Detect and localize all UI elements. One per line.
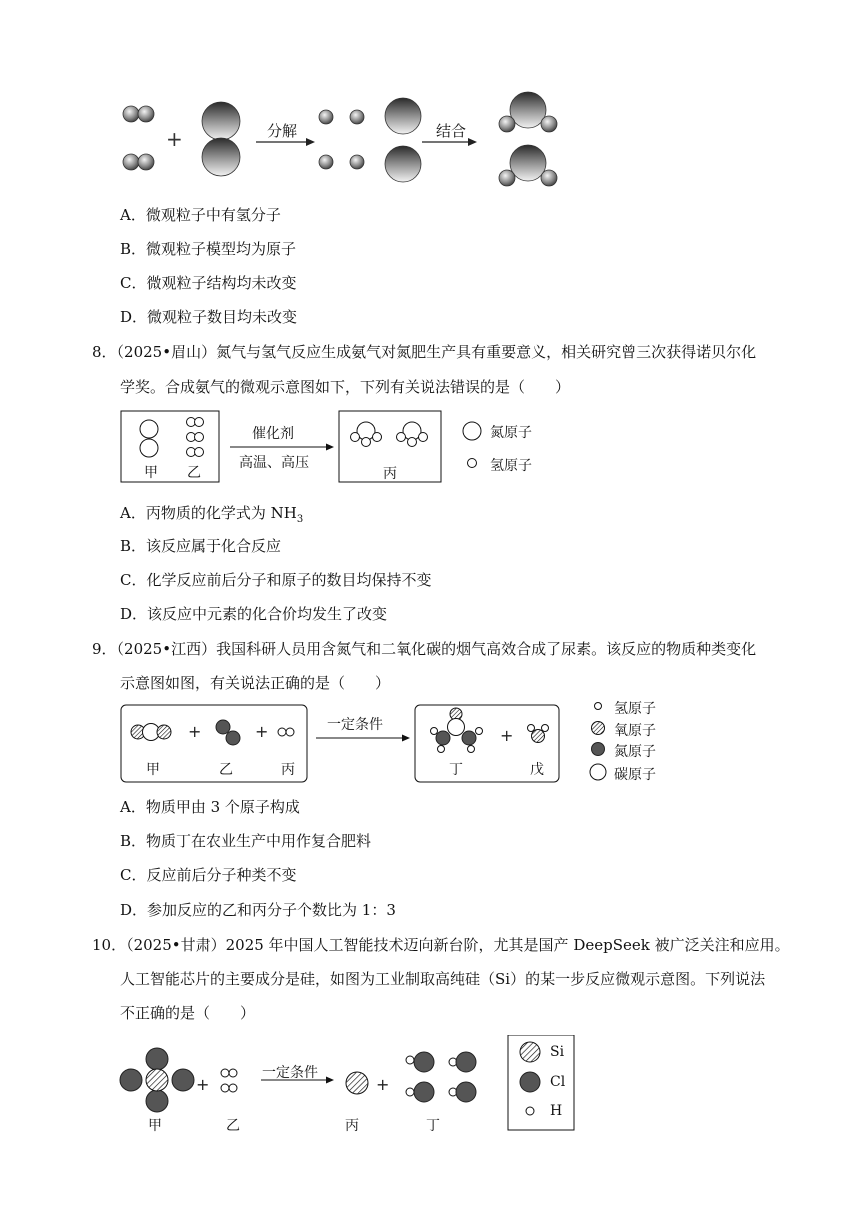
q9-label-yi: 乙 bbox=[219, 762, 233, 778]
svg-text:+: + bbox=[196, 1075, 210, 1094]
q8-label-bing: 丙 bbox=[383, 466, 397, 482]
q9-condition: 一定条件 bbox=[327, 717, 383, 733]
q9-label-wu: 戊 bbox=[530, 762, 544, 778]
q10-legend-h: H bbox=[550, 1103, 563, 1119]
q8-option-c: C．化学反应前后分子和原子的数目均保持不变 bbox=[120, 571, 432, 589]
svg-text:+: + bbox=[500, 726, 514, 745]
q10-stem-line2: 人工智能芯片的主要成分是硅，如图为工业制取高纯硅（Si）的某一步反应微观示意图。下列说法 bbox=[120, 970, 766, 988]
legend-si-atom-icon bbox=[520, 1042, 540, 1062]
co2-molecule bbox=[131, 724, 171, 741]
q9-stem-line1: 9．（2025•江西）我国科研人员用含氮气和二氧化碳的烟气高效合成了尿素。该反应的物质种类变化 bbox=[92, 640, 757, 658]
sicl4-molecule bbox=[120, 1048, 194, 1112]
legend-h-atom-icon bbox=[526, 1107, 534, 1115]
q10-label-yi: 乙 bbox=[226, 1118, 240, 1134]
legend-c-atom-icon bbox=[590, 764, 606, 780]
q7-option-b: B．微观粒子模型均为原子 bbox=[120, 240, 297, 258]
svg-text:+: + bbox=[376, 1075, 390, 1094]
q7-arrow2-label: 结合 bbox=[436, 122, 467, 140]
q9-option-b: B．物质丁在农业生产中用作复合肥料 bbox=[120, 832, 372, 850]
urea-molecule bbox=[431, 708, 483, 753]
q7-option-c: C．微观粒子结构均未改变 bbox=[120, 274, 297, 292]
h2o-molecule-bottom bbox=[499, 145, 557, 186]
q9-option-d: D．参加反应的乙和丙分子个数比为 1：3 bbox=[120, 901, 396, 919]
q9-option-a: A．物质甲由 3 个原子构成 bbox=[120, 798, 300, 816]
h2o-molecule-top bbox=[499, 92, 557, 132]
q8-label-yi: 乙 bbox=[187, 465, 201, 481]
q9-label-bing: 丙 bbox=[281, 762, 295, 778]
q8-option-b: B．该反应属于化合反应 bbox=[120, 537, 282, 555]
q10-condition: 一定条件 bbox=[262, 1065, 318, 1081]
svg-text:+: + bbox=[188, 722, 202, 741]
legend-h-atom-icon bbox=[468, 459, 477, 468]
water-molecule bbox=[528, 725, 549, 743]
q10-legend-si: Si bbox=[550, 1044, 565, 1060]
q10-stem-line3: 不正确的是（ ） bbox=[120, 1004, 256, 1022]
q8-legend-n: 氮原子 bbox=[490, 425, 532, 441]
legend-n-atom-icon bbox=[463, 422, 481, 440]
q9-stem-line2: 示意图如图，有关说法正确的是（ ） bbox=[120, 674, 391, 692]
legend-cl-atom-icon bbox=[520, 1072, 540, 1092]
q8-stem-line1: 8．（2025•眉山）氮气与氢气反应生成氨气对氮肥生产具有重要意义，相关研究曾三次获得诺贝尔化 bbox=[92, 343, 757, 361]
legend-o-atom-icon bbox=[592, 722, 605, 735]
q9-label-ding: 丁 bbox=[449, 762, 463, 778]
q9-legend-n: 氮原子 bbox=[614, 744, 656, 760]
q10-label-jia: 甲 bbox=[148, 1118, 162, 1134]
q9-option-c: C．反应前后分子种类不变 bbox=[120, 866, 297, 884]
q9-legend-c: 碳原子 bbox=[614, 767, 656, 783]
q8-legend-h: 氢原子 bbox=[490, 458, 532, 474]
q8-condition-top: 催化剂 bbox=[252, 426, 294, 442]
plus-sign: + bbox=[166, 127, 183, 151]
q10-label-ding: 丁 bbox=[426, 1118, 440, 1134]
q9-legend-h: 氢原子 bbox=[614, 701, 656, 717]
q8-label-jia: 甲 bbox=[144, 465, 158, 481]
legend-h-atom-icon bbox=[595, 703, 602, 710]
q10-stem-line1: 10．（2025•甘肃）2025 年中国人工智能技术迈向新台阶，尤其是国产 DeepSeek 被广泛关注和应用。 bbox=[92, 936, 790, 954]
q7-arrow1-label: 分解 bbox=[267, 122, 298, 140]
q7-diagram bbox=[110, 90, 590, 195]
h2-molecule-top bbox=[123, 106, 154, 122]
q9-label-jia: 甲 bbox=[146, 762, 160, 778]
o2-molecule bbox=[202, 102, 240, 176]
q7-option-d: D．微观粒子数目均未改变 bbox=[120, 308, 298, 326]
q9-diagram bbox=[118, 694, 678, 784]
nh3-molecule-left bbox=[351, 422, 382, 447]
q10-legend-cl: Cl bbox=[550, 1074, 566, 1090]
q8-option-a: A．丙物质的化学式为 $NH_3$ bbox=[120, 504, 304, 525]
nh3-molecule-right bbox=[397, 422, 428, 447]
q8-option-d: D．该反应中元素的化合价均发生了改变 bbox=[120, 605, 388, 623]
subscript-3: 3 bbox=[296, 514, 304, 525]
n2-molecule bbox=[216, 720, 240, 745]
svg-text:+: + bbox=[255, 722, 269, 741]
q9-legend-o: 氧原子 bbox=[614, 723, 656, 739]
q8-stem-line2: 学奖。合成氨气的微观示意图如下，下列有关说法错误的是（ ） bbox=[120, 378, 571, 396]
hcl-molecules bbox=[406, 1052, 476, 1102]
si-atom bbox=[346, 1072, 368, 1094]
h2-molecule bbox=[278, 728, 294, 736]
q7-option-a: A．微观粒子中有氢分子 bbox=[120, 206, 281, 224]
legend-n-atom-icon bbox=[592, 743, 605, 756]
q8-condition-bottom: 高温、高压 bbox=[239, 455, 309, 471]
q10-label-bing: 丙 bbox=[345, 1118, 359, 1134]
h2-molecule-bottom bbox=[123, 154, 154, 170]
